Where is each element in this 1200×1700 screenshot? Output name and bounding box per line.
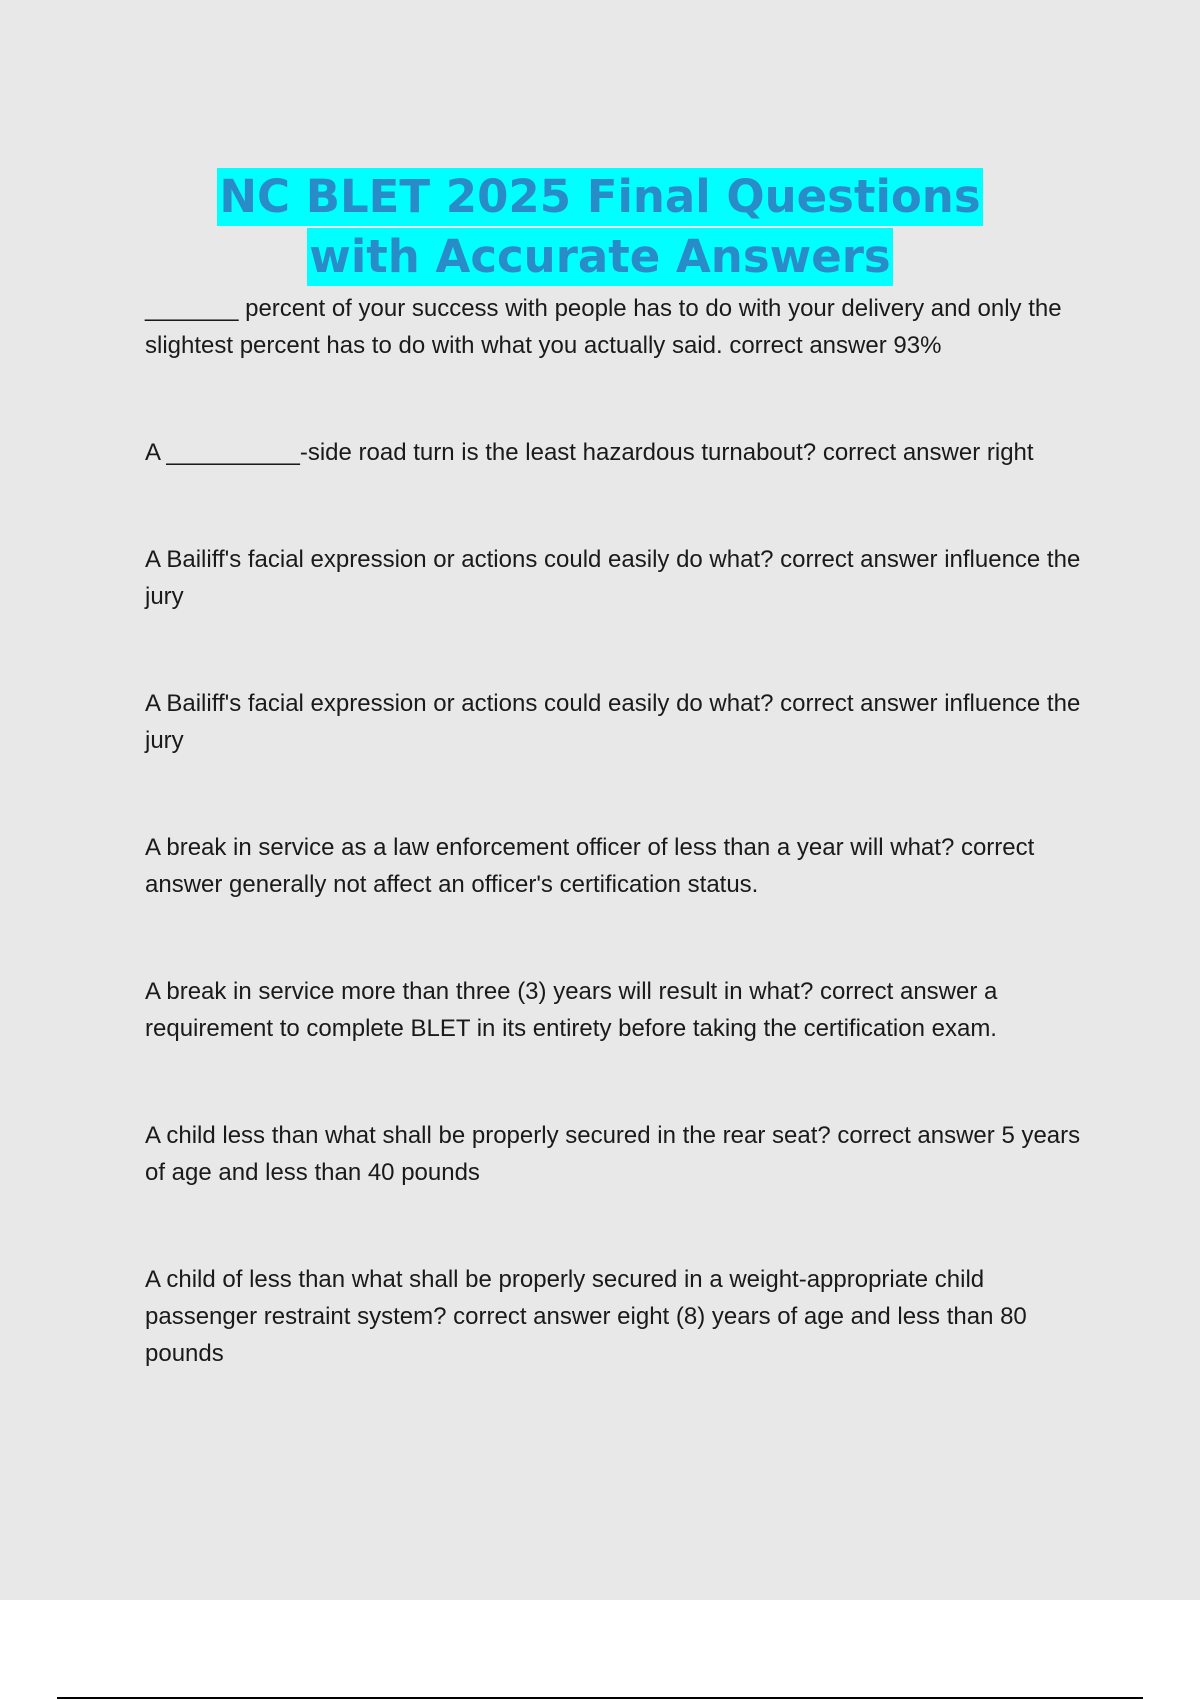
qa-item-7: A child less than what shall be properly secured in the rear seat? correct answer 5 years of age and less than 40 pounds xyxy=(145,1122,1081,1186)
document-title xyxy=(0,168,1200,288)
footer-divider xyxy=(57,1697,1143,1699)
qa-item-8: A child of less than what shall be properly secured in a weight-appropriate child passenger restraint system? correct answer eight (8) years of age and less than 80 pounds xyxy=(145,1266,1027,1367)
qa-item-3: A Bailiff's facial expression or actions could easily do what? correct answer influence the jury xyxy=(145,546,1081,610)
qa-item-5: A break in service as a law enforcement officer of less than a year will what? correct answer generally not affect an officer's certification status. xyxy=(145,834,1035,898)
qa-item-2: A __________-side road turn is the least hazardous turnabout? correct answer right xyxy=(145,439,1034,466)
qa-item-1: _______ percent of your success with people has to do with your delivery and only the slightest percent has to do with what you actually said. correct answer 93% xyxy=(145,295,1062,359)
qa-item-6: A break in service more than three (3) years will result in what? correct answer a requirement to complete BLET in its entirety before taking the certification exam. xyxy=(145,978,998,1042)
question-answer-list xyxy=(145,290,1095,1372)
qa-item-4: A Bailiff's facial expression or actions could easily do what? correct answer influence the jury xyxy=(145,690,1081,754)
title-line-2: with Accurate Answers xyxy=(307,228,892,286)
title-line-1: NC BLET 2025 Final Questions xyxy=(217,168,982,226)
